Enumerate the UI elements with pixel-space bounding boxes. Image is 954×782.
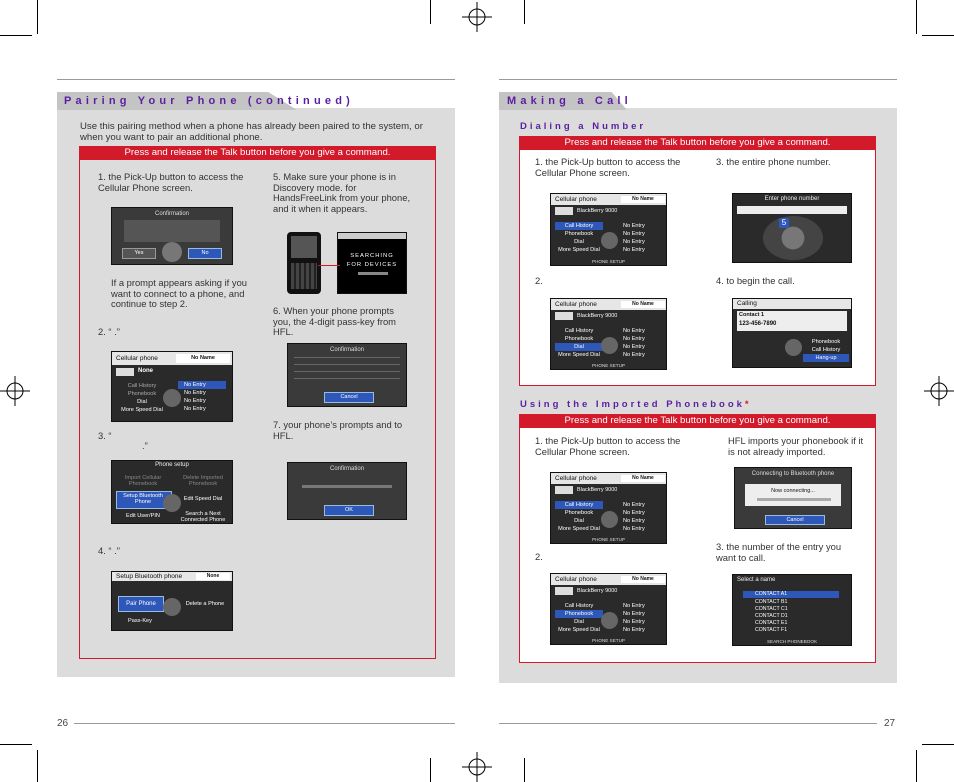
crop-mark — [37, 750, 38, 782]
contact-row[interactable]: CONTACT B1 — [755, 599, 788, 605]
screen-title: Calling — [733, 299, 851, 309]
screen-title: Connecting to Bluetooth phone — [751, 471, 835, 477]
menu-speed-dial[interactable]: More Speed Dial — [558, 247, 600, 253]
menu-edit-user[interactable]: Edit User/PIN — [126, 513, 160, 519]
menu-speed-dial[interactable]: More Speed Dial — [121, 407, 163, 413]
intro-text: Use this pairing method when a phone has already been paired to the system, or when you want to pair an additional phone. — [80, 121, 423, 143]
menu-edit-speed-dial[interactable]: Edit Speed Dial — [183, 496, 223, 502]
cancel-button[interactable]: Cancel — [324, 392, 374, 403]
crop-mark — [0, 35, 32, 36]
screen-title: Phone setup — [155, 462, 189, 468]
entry: No Entry — [623, 526, 645, 532]
enter-number-screen: Enter phone number 5 — [732, 193, 852, 263]
step-1-prompt: If a prompt appears asking if you want to connect to a phone, and continue to step 2. — [111, 277, 248, 310]
crop-mark — [37, 0, 38, 34]
screen-title: Cellular phone — [112, 352, 232, 365]
cellular-phone-screen — [550, 472, 667, 544]
talk-banner: Press and release the Talk button before you give a command. — [519, 136, 876, 150]
menu-phonebook[interactable]: Phonebook — [564, 231, 594, 237]
device-name: BlackBerry 9000 — [577, 313, 618, 319]
crop-mark — [916, 750, 917, 782]
crop-mark — [524, 0, 525, 24]
pair-phone-button[interactable]: Pair Phone — [118, 596, 164, 612]
menu-phonebook[interactable]: Phonebook — [127, 391, 157, 397]
menu-pass-key[interactable]: Pass-Key — [128, 618, 152, 624]
registration-mark-icon — [462, 2, 492, 32]
contact-row[interactable]: CONTACT F1 — [755, 627, 788, 633]
control-knob-icon — [601, 612, 618, 629]
crop-mark — [430, 0, 431, 24]
menu-phonebook[interactable]: Phonebook — [564, 510, 594, 516]
calling-screen — [732, 298, 852, 368]
control-knob-icon — [163, 494, 181, 512]
select-name-screen — [732, 574, 852, 646]
phonebook-step-2: 2. — [535, 551, 543, 562]
menu-speed-dial[interactable]: More Speed Dial — [558, 352, 600, 358]
step-4: 4. “ .” — [98, 545, 120, 556]
entry: No Entry — [623, 247, 645, 253]
entry: No Entry — [623, 611, 645, 617]
registration-mark-icon — [924, 376, 954, 406]
crop-mark — [0, 744, 32, 745]
dialing-step-1: 1. the Pick-Up button to access the Cellular Phone screen. — [535, 156, 681, 178]
contact-row[interactable]: CONTACT D1 — [755, 613, 788, 619]
entry: No Entry — [623, 518, 645, 524]
entry: No Entry — [623, 502, 645, 508]
connecting-status: Now connecting... — [771, 488, 815, 494]
top-rule — [57, 79, 455, 80]
searching-text: SEARCHING — [350, 253, 394, 259]
menu-call-history[interactable]: Call History — [564, 502, 594, 508]
screen-footer: PHONE SETUP — [592, 537, 625, 542]
screen-title: Cellular phone — [551, 574, 666, 585]
contact-number: 123-456-7890 — [739, 321, 777, 327]
confirmation-screen — [111, 207, 233, 265]
dialing-step-4: 4. to begin the call. — [716, 275, 795, 286]
bottom-rule — [74, 723, 455, 724]
searching-screen — [337, 232, 407, 294]
menu-call-history[interactable]: Call History — [564, 223, 594, 229]
cellular-phone-screen — [111, 351, 233, 422]
menu-setup-bluetooth[interactable]: Setup Bluetooth Phone — [123, 493, 163, 505]
step-6: 6. When your phone prompts you, the 4-digit pass-key from HFL. — [273, 305, 396, 338]
cellular-phone-screen — [550, 193, 667, 266]
no-name-label: No Name — [621, 576, 665, 583]
screen-title: Cellular phone — [551, 194, 666, 205]
talk-banner: Press and release the Talk button before you give a command. — [79, 146, 436, 160]
contact-row[interactable]: CONTACT A1 — [755, 591, 788, 597]
phonebook-step-3: 3. the number of the entry you want to call. — [716, 541, 842, 563]
entry: No Entry — [184, 390, 206, 396]
screen-title: Confirmation — [329, 466, 364, 472]
entry: No Entry — [623, 352, 645, 358]
menu-import[interactable]: Import Cellular Phonebook — [124, 475, 162, 487]
entry: No Entry — [623, 619, 645, 625]
connected-phone: None — [138, 368, 153, 374]
menu-dial[interactable]: Dial — [137, 399, 147, 405]
menu-delete-phone[interactable]: Delete a Phone — [185, 601, 225, 607]
crop-mark — [430, 758, 431, 782]
registration-mark-icon — [0, 376, 30, 406]
screen-title: Setup Bluetooth phone — [112, 572, 232, 581]
menu-dial[interactable]: Dial — [574, 239, 584, 245]
page-number: 27 — [884, 718, 896, 729]
entry: No Entry — [623, 627, 645, 633]
no-name-label: No Name — [621, 196, 665, 203]
top-rule — [499, 79, 897, 80]
bluetooth-setup-screen — [111, 571, 233, 631]
crop-mark — [916, 0, 917, 34]
entry: No Entry — [623, 231, 645, 237]
import-note: HFL imports your phonebook if it is not already imported. — [728, 435, 864, 457]
screen-footer: SEARCH PHONEBOOK — [766, 639, 818, 644]
step-7: 7. your phone’s prompts and to HFL. — [273, 419, 403, 441]
contact-row[interactable]: CONTACT C1 — [755, 606, 788, 612]
screen-footer: PHONE SETUP — [592, 638, 625, 643]
page-title: Making a Call — [507, 95, 632, 107]
device-name: BlackBerry 9000 — [577, 487, 618, 493]
no-name-label: No Name — [621, 475, 665, 482]
none-label: None — [196, 573, 230, 580]
step-2: 2. “ .” — [98, 326, 120, 337]
menu-speed-dial[interactable]: More Speed Dial — [558, 627, 600, 633]
screen-footer: PHONE SETUP — [592, 259, 625, 264]
asterisk: * — [744, 399, 752, 410]
menu-call-history[interactable]: Call History — [127, 383, 157, 389]
registration-mark-icon — [462, 752, 492, 782]
menu-call-history[interactable]: Call History — [564, 328, 594, 334]
ok-button[interactable]: OK — [324, 505, 374, 516]
menu-phonebook[interactable]: Phonebook — [811, 339, 841, 345]
screen-title: Confirmation — [329, 347, 364, 353]
screen-footer: PHONE SETUP — [592, 363, 625, 368]
step-1: 1. the Pick-Up button to access the Cellular Phone screen. — [98, 171, 244, 193]
screen-title: Enter phone number — [764, 196, 820, 202]
screen-title: Cellular phone — [551, 473, 666, 484]
page-number: 26 — [57, 718, 69, 729]
entry: No Entry — [623, 603, 645, 609]
menu-dial[interactable]: Dial — [574, 518, 584, 524]
menu-phonebook[interactable]: Phonebook — [564, 611, 594, 617]
control-knob-icon — [785, 339, 802, 356]
phone-setup-screen — [111, 460, 233, 524]
screen-title: Confirmation — [154, 211, 189, 217]
entry: No Entry — [623, 510, 645, 516]
hang-up-button[interactable]: Hang-up — [803, 354, 849, 362]
step-3-end: .” — [142, 440, 148, 451]
passkey-screen — [287, 343, 407, 407]
device-name: BlackBerry 9000 — [577, 208, 618, 214]
crop-mark — [524, 758, 525, 782]
menu-delete-imported[interactable]: Delete Imported Phonebook — [183, 475, 223, 487]
no-name-label: No Name — [621, 301, 665, 308]
yes-button[interactable]: Yes — [122, 248, 156, 259]
phonebook-step-1: 1. the Pick-Up button to access the Cellular Phone screen. — [535, 435, 681, 457]
control-knob-icon — [601, 337, 618, 354]
entry: No Entry — [623, 336, 645, 342]
no-name-label: No Name — [176, 354, 230, 363]
entry: No Entry — [623, 328, 645, 334]
entry: No Entry — [623, 223, 645, 229]
menu-speed-dial[interactable]: More Speed Dial — [558, 526, 600, 532]
crop-mark — [922, 35, 954, 36]
step-5: 5. Make sure your phone is in Discovery mode. for HandsFreeLink from your phone, and it when it appears. — [273, 171, 411, 214]
phone-device-image — [287, 232, 321, 294]
screen-title: Select a name — [737, 577, 776, 583]
bottom-rule — [499, 723, 877, 724]
for-devices-text: FOR DEVICES — [346, 262, 398, 268]
crop-mark — [922, 744, 954, 745]
step-3: 3. “ — [98, 430, 112, 441]
entry: No Entry — [184, 406, 206, 412]
section-title-dialing: Dialing a Number — [520, 121, 647, 132]
menu-search-next[interactable]: Search a Next Connected Phone — [180, 511, 226, 523]
contact-row[interactable]: CONTACT E1 — [755, 620, 788, 626]
section-title-phonebook — [520, 399, 752, 410]
cellular-phone-screen — [550, 573, 667, 645]
dialing-step-3: 3. the entire phone number. — [716, 156, 831, 167]
control-knob-icon — [163, 389, 181, 407]
menu-dial[interactable]: Dial — [574, 344, 584, 350]
entry: No Entry — [623, 239, 645, 245]
control-knob-icon — [163, 598, 181, 616]
dialing-step-2: 2. — [535, 275, 543, 286]
menu-phonebook[interactable]: Phonebook — [564, 336, 594, 342]
control-knob-icon — [601, 232, 618, 249]
entry: No Entry — [184, 398, 206, 404]
success-screen — [287, 462, 407, 520]
control-knob-icon — [601, 511, 618, 528]
keypad-icon[interactable] — [763, 216, 823, 260]
menu-dial[interactable]: Dial — [574, 619, 584, 625]
contact-name: Contact 1 — [739, 312, 765, 318]
control-knob-icon — [162, 242, 182, 262]
section-title-text: Using the Imported Phonebook — [520, 399, 745, 410]
cellular-phone-screen — [550, 298, 667, 370]
screen-title: Cellular phone — [551, 299, 666, 310]
talk-banner: Press and release the Talk button before you give a command. — [519, 414, 876, 428]
entry: No Entry — [623, 344, 645, 350]
connecting-screen — [734, 467, 852, 529]
menu-call-history[interactable]: Call History — [811, 347, 841, 353]
entry: No Entry — [184, 382, 206, 388]
cancel-button[interactable]: Cancel — [765, 515, 825, 525]
callout-line — [318, 265, 340, 266]
no-button[interactable]: No — [188, 248, 222, 259]
page-title: Pairing Your Phone (continued) — [64, 95, 354, 107]
menu-call-history[interactable]: Call History — [564, 603, 594, 609]
device-name: BlackBerry 9000 — [577, 588, 618, 594]
